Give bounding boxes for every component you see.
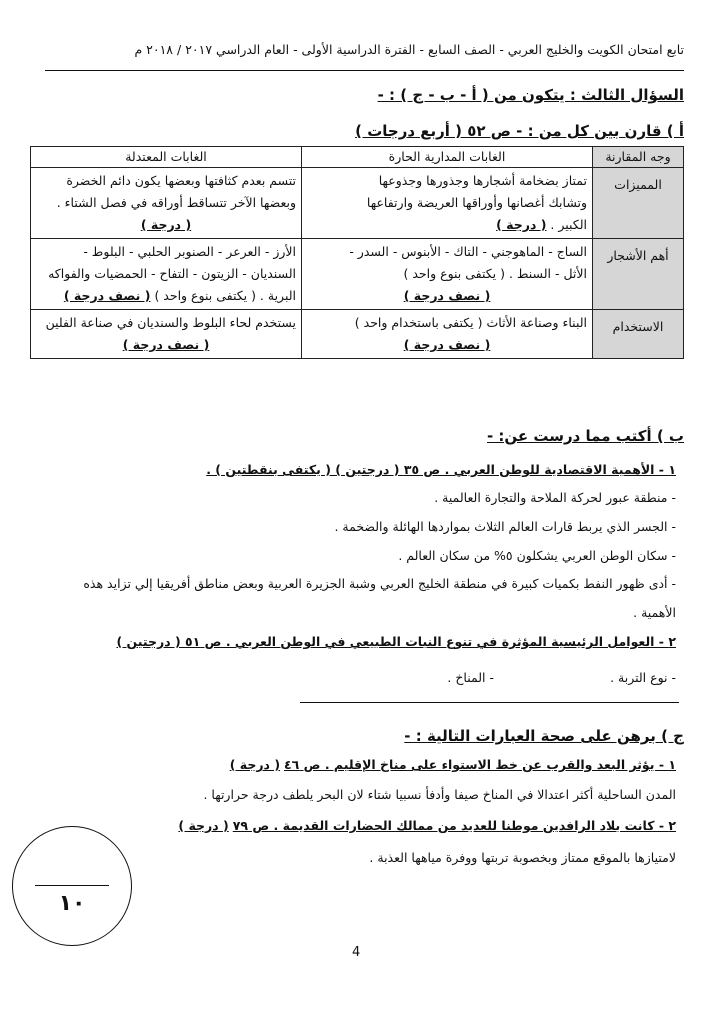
partB-item1-point: - منطقة عبور لحركة الملاحة والتجارة العالمية . — [434, 490, 676, 505]
row-label: أهم الأشجار — [593, 239, 684, 310]
cell-line: وتشابك أغصانها وأوراقها العريضة وارتفاعها — [366, 195, 587, 210]
score-label: ( درجة ) — [140, 217, 192, 232]
cell-line: السنديان - الزيتون - التفاح - الحمضيات والفواكه — [48, 266, 296, 281]
table-row — [31, 310, 684, 359]
partC-item1-title: ١ - يؤثر البعد والقرب عن خط الاستواء على مناخ الإقليم . ص ٤٦ — [284, 757, 676, 772]
page-header-title: تابع امتحان الكويت والخليج العربي - الصف السابع - الفترة الدراسية الأولى - العام الدراسي ٢٠١٧ / ٢٠١٨ م — [134, 42, 684, 57]
row-label: الاستخدام — [593, 310, 684, 359]
partB-title: ب ) أكتب مما درست عن: - — [486, 427, 684, 445]
table-row — [31, 239, 684, 310]
table-cell — [302, 168, 593, 239]
score-label: ( نصف درجة ) — [403, 337, 491, 352]
row-label: المميزات — [593, 168, 684, 239]
cell-line: الساج - الماهوجني - التاك - الأبنوس - السدر - — [349, 244, 587, 259]
section-divider — [300, 702, 679, 703]
score-label: ( درجة ) — [496, 217, 547, 232]
cell-line: يستخدم لحاء البلوط والسنديان في صناعة الفلين — [45, 315, 296, 330]
partC-item2-title-line — [178, 818, 676, 833]
score-label: ( درجة ) — [178, 818, 229, 833]
table-cell — [31, 239, 302, 310]
table-header-cell: الغابات المعتدلة — [31, 147, 302, 168]
score-label: ( نصف درجة ) — [122, 337, 210, 352]
cell-line — [36, 285, 296, 307]
partB-item1-title: ١ - الأهمية الاقتصادية للوطن العربي . ص ٣٥ ( درجتين ) ( يكتفى بنقطتين ) . — [206, 462, 676, 477]
partB-item2-title: ٢ - العوامل الرئيسية المؤثرة في تنوع النبات الطبيعي في الوطن العربي . ص ٥١ ( درجتين ) — [116, 634, 676, 649]
comparison-table — [30, 146, 684, 359]
header-divider — [45, 70, 684, 71]
partB-item1-point: - الجسر الذي يربط قارات العالم الثلاث بمواردها الهائلة والضخمة . — [334, 519, 676, 534]
table-cell — [31, 168, 302, 239]
table-header-cell: الغابات المدارية الحارة — [302, 147, 593, 168]
partB-item1-point: الأهمية . — [633, 605, 676, 620]
partB-item1-point: - أدى ظهور النفط بكميات كبيرة في منطقة الخليج العربي وشبة الجزيرة العربية وبعض مناطق أفريقيا إلي تزايد هذه — [83, 576, 676, 591]
table-cell — [302, 310, 593, 359]
cell-line: الأرز - العرعر - الصنوبر الحلبي - البلوط - — [83, 244, 296, 259]
score-label: ( نصف درجة ) — [403, 288, 491, 303]
score-label: ( نصف درجة ) — [63, 288, 151, 303]
table-cell — [31, 310, 302, 359]
grade-circle — [12, 826, 132, 946]
cell-line: وبعضها الآخر تتساقط أوراقه في فصل الشتاء . — [56, 195, 296, 210]
cell-line: تمتاز بضخامة أشجارها وجذورها وجذوعها — [378, 173, 587, 188]
score-label: ( درجة ) — [229, 757, 281, 772]
cell-text: البرية . ( يكتفى بنوع واحد ) — [154, 288, 296, 303]
partC-item1-answer: المدن الساحلية أكثر اعتدالا في المناخ صيفا وأدفأ نسبيا شتاء لان البحر يلطف درجة حرارتها . — [203, 787, 676, 802]
cell-line: تتسم بعدم كثافتها وبعضها يكون دائم الخضرة — [66, 173, 296, 188]
partB-item1-point: - سكان الوطن العربي يشكلون ٥% من سكان العالم . — [398, 548, 676, 563]
partC-item1-title-line — [230, 757, 676, 772]
partB-item2-point: - المناخ . — [447, 670, 494, 685]
partB-item2-point: - نوع التربة . — [610, 670, 676, 685]
partC-item2-answer: لامتيازها بالموقع ممتاز وبخصوبة تربتها ووفرة مياهها العذبة . — [369, 850, 676, 865]
cell-line: البناء وصناعة الأثاث ( يكتفى باستخدام واحد ) — [354, 315, 587, 330]
question3-title: السؤال الثالث : يتكون من ( أ - ب - ج ) : - — [377, 86, 684, 104]
grade-circle-divider — [35, 885, 109, 886]
page-number: 4 — [352, 945, 361, 960]
partC-title: ج ) برهن على صحة العبارات التالية : - — [404, 727, 684, 745]
cell-line — [307, 214, 587, 236]
table-cell — [302, 239, 593, 310]
cell-text: الكبير . — [550, 217, 587, 232]
partC-item2-title: ٢ - كانت بلاد الرافدين موطنا للعديد من ممالك الحضارات القديمة . ص ٧٩ — [232, 818, 676, 833]
cell-line: الأثل - السنط . ( يكتفى بنوع واحد ) — [403, 266, 587, 281]
table-row — [31, 168, 684, 239]
table-header-row — [31, 147, 684, 168]
grade-score: ١٠ — [58, 891, 86, 916]
table-header-cell: وجه المقارنة — [593, 147, 684, 168]
partA-title: أ ) قارن بين كل من : - ص ٥٢ ( أربع درجات ) — [355, 122, 684, 140]
